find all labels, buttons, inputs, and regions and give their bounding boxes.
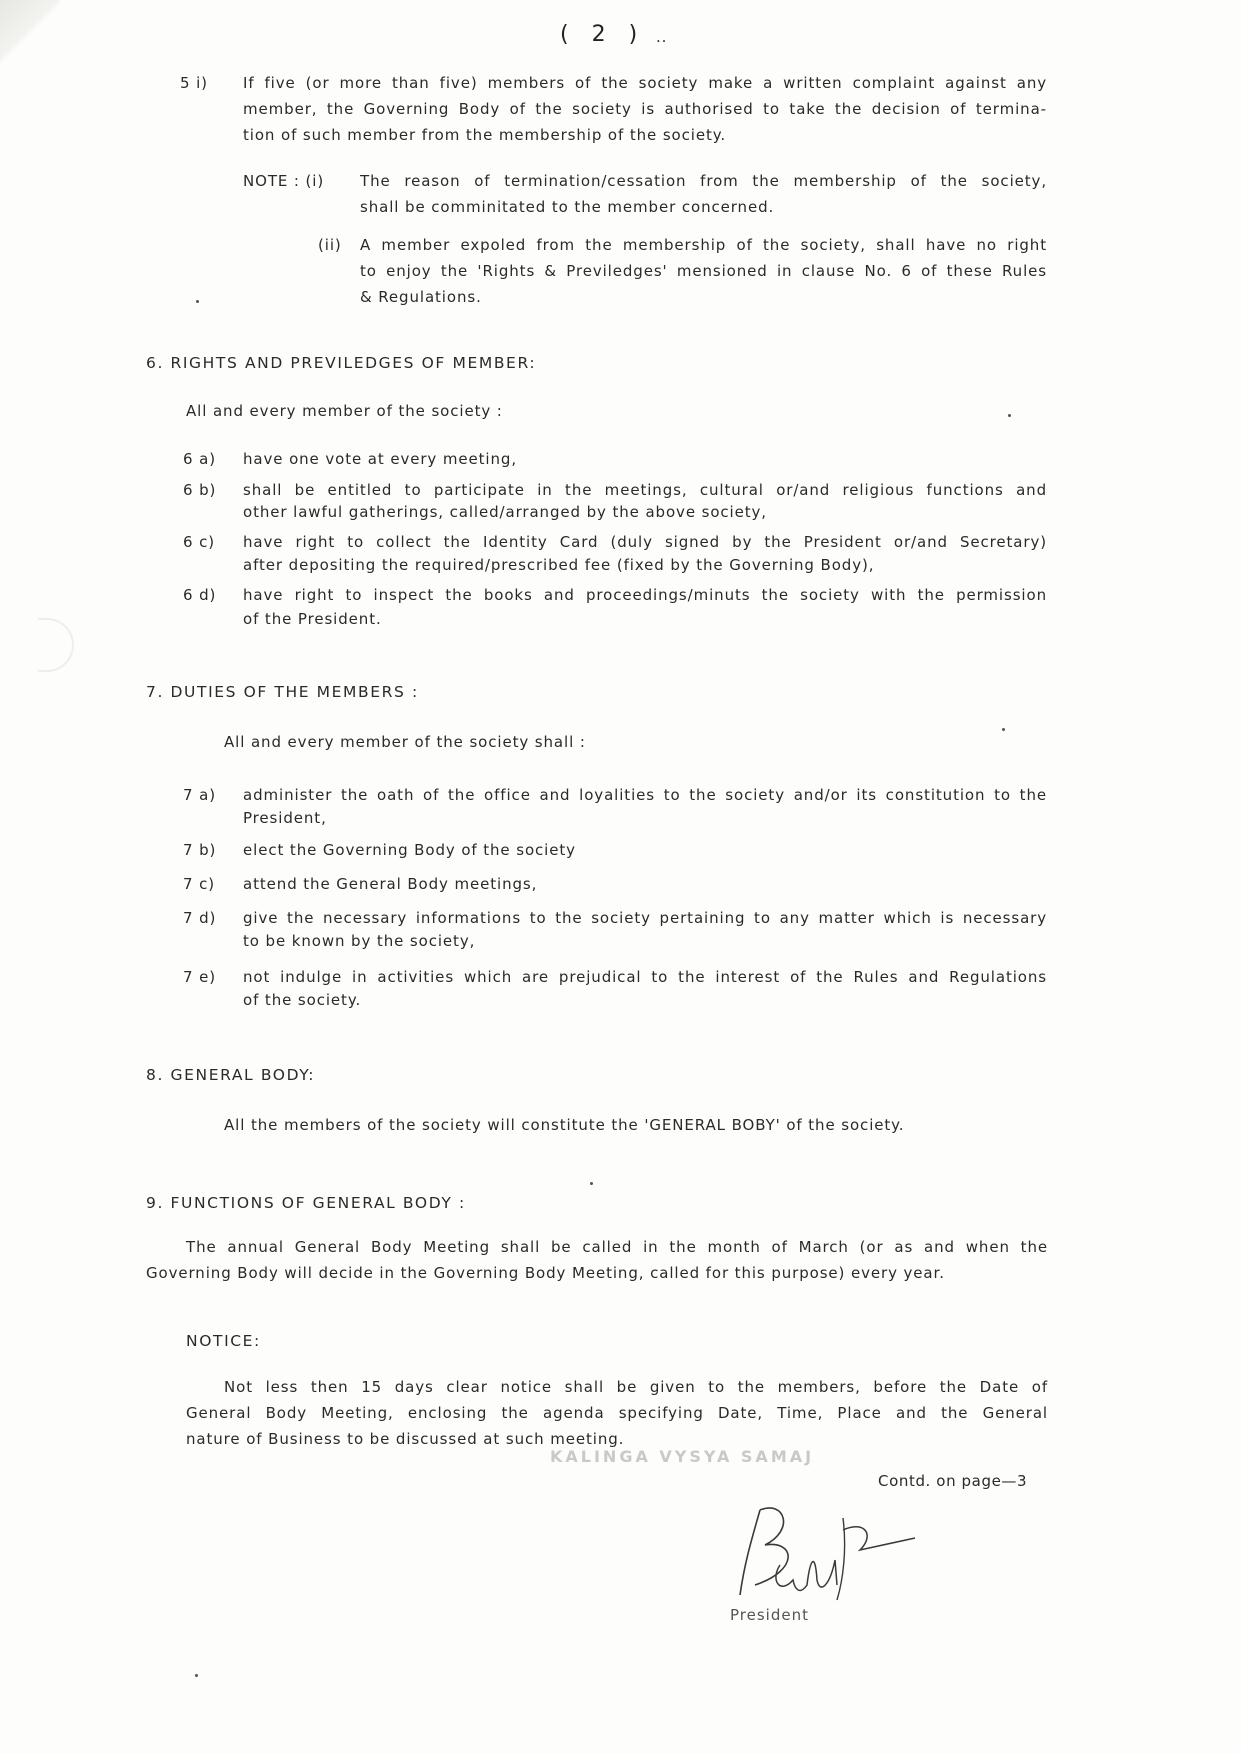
society-stamp: KALINGA VYSYA SAMAJ <box>550 1447 815 1466</box>
note-2-number: (ii) <box>318 236 342 254</box>
item-6a-line-1: have one vote at every meeting, <box>243 450 517 468</box>
president-signature <box>725 1490 925 1620</box>
punch-hole <box>38 618 74 672</box>
speck <box>196 300 199 303</box>
item-7e-line-2: of the society. <box>243 991 362 1009</box>
note-2-line-3: & Regulations. <box>360 288 482 306</box>
page-number-suffix: .. <box>656 28 668 46</box>
speck <box>590 1182 593 1185</box>
section-7-heading: 7. DUTIES OF THE MEMBERS : <box>146 683 419 701</box>
clause-5-number: 5 i) <box>180 74 208 92</box>
note-2-line-1: A member expoled from the membership of the society, shall have no right <box>360 236 1047 254</box>
notice-line-3: nature of Business to be discussed at such meeting. <box>186 1430 625 1448</box>
item-6d-number: 6 d) <box>183 586 217 604</box>
note-1-line-1: The reason of termination/cessation from the membership of the society, <box>360 172 1047 190</box>
section-6-intro: All and every member of the society : <box>186 402 503 420</box>
notice-line-2: General Body Meeting, enclosing the agenda specifying Date, Time, Place and the General <box>186 1404 1048 1422</box>
clause-5-line-1: If five (or more than five) members of the society make a written complaint against any <box>243 74 1047 92</box>
clause-5-line-2: member, the Governing Body of the society is authorised to take the decision of termina- <box>243 100 1047 118</box>
section-7-intro: All and every member of the society shall : <box>224 733 586 751</box>
item-6d-line-1: have right to inspect the books and proceedings/minuts the society with the permission <box>243 586 1047 604</box>
signature-caption: President <box>730 1606 809 1624</box>
notice-line-1: Not less then 15 days clear notice shall be given to the members, before the Date of <box>224 1378 1048 1396</box>
item-7d-number: 7 d) <box>183 909 217 927</box>
item-7a-line-1: administer the oath of the office and loyalities to the society and/or its constitution to the <box>243 786 1047 804</box>
item-7e-number: 7 e) <box>183 968 216 986</box>
section-6-heading: 6. RIGHTS AND PREVILEDGES OF MEMBER: <box>146 354 537 372</box>
notice-heading: NOTICE: <box>186 1332 261 1350</box>
item-6b-line-1: shall be entitled to participate in the meetings, cultural or/and religious functions and <box>243 481 1047 499</box>
item-7c-line-1: attend the General Body meetings, <box>243 875 538 893</box>
item-7b-line-1: elect the Governing Body of the society <box>243 841 576 859</box>
item-7d-line-2: to be known by the society, <box>243 932 476 950</box>
section-9-line-1: The annual General Body Meeting shall be called in the month of March (or as and when the <box>186 1238 1048 1256</box>
item-7d-line-1: give the necessary informations to the society pertaining to any matter which is necessary <box>243 909 1047 927</box>
item-6c-line-2: after depositing the required/prescribed fee (fixed by the Governing Body), <box>243 556 875 574</box>
folded-corner <box>0 0 60 70</box>
clause-5-line-3: tion of such member from the membership of the society. <box>243 126 727 144</box>
note-1-line-2: shall be comminitated to the member concerned. <box>360 198 775 216</box>
continued-note: Contd. on page—3 <box>878 1472 1028 1490</box>
item-6b-number: 6 b) <box>183 481 217 499</box>
item-7c-number: 7 c) <box>183 875 216 893</box>
note-2-line-2: to enjoy the 'Rights & Previledges' mensioned in clause No. 6 of these Rules <box>360 262 1047 280</box>
item-7b-number: 7 b) <box>183 841 217 859</box>
item-6d-line-2: of the President. <box>243 610 382 628</box>
note-label: NOTE : (i) <box>243 172 325 190</box>
speck <box>195 1674 198 1677</box>
item-6c-line-1: have right to collect the Identity Card (duly signed by the President or/and Secretary) <box>243 533 1047 551</box>
item-6c-number: 6 c) <box>183 533 216 551</box>
page-number: ( 2 ) <box>560 22 646 47</box>
item-7a-line-2: President, <box>243 809 327 827</box>
item-6a-number: 6 a) <box>183 450 216 468</box>
item-7a-number: 7 a) <box>183 786 216 804</box>
speck <box>1008 414 1011 417</box>
section-9-line-2: Governing Body will decide in the Governing Body Meeting, called for this purpose) every year. <box>146 1264 945 1282</box>
section-8-text: All the members of the society will constitute the 'GENERAL BOBY' of the society. <box>224 1116 905 1134</box>
section-9-heading: 9. FUNCTIONS OF GENERAL BODY : <box>146 1194 466 1212</box>
speck <box>1002 728 1005 731</box>
item-7e-line-1: not indulge in activities which are prejudical to the interest of the Rules and Regulations <box>243 968 1047 986</box>
section-8-heading: 8. GENERAL BODY: <box>146 1066 316 1084</box>
item-6b-line-2: other lawful gatherings, called/arranged by the above society, <box>243 503 767 521</box>
